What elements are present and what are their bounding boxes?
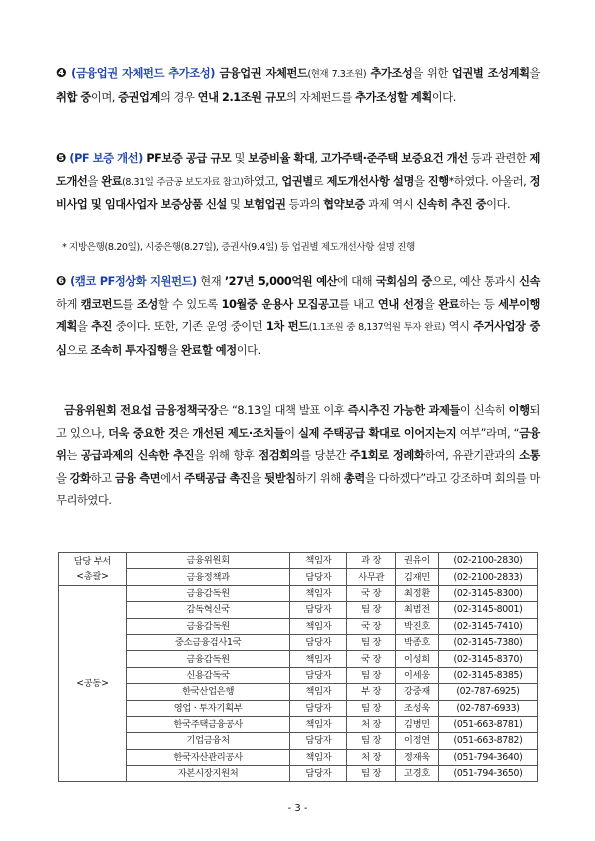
table-row [59, 585, 538, 601]
text-segment: 신속히 추진 중 [416, 198, 487, 211]
item-tag-4: (금융업권 자체펀드 추가조성) [71, 67, 215, 80]
org-cell: 한국자산관리공사 [126, 749, 290, 765]
text-segment: 캠코펀드 [80, 297, 123, 311]
role-cell: 담당자 [290, 569, 347, 585]
text-segment: 10월중 운용사 모집공고 [221, 297, 339, 311]
text-segment: 는 [66, 449, 81, 462]
role-cell: 담당자 [290, 766, 347, 782]
position-cell: 사무관 [347, 569, 395, 585]
text-segment: 은 “8.13일 대책 발표 이후 [218, 404, 348, 417]
text-segment: ’27년 5,000억원 예산 [224, 275, 338, 288]
text-segment: 을 위한 [412, 67, 452, 80]
text-segment: 금융위 [56, 426, 540, 462]
org-cell: 중소금융검사1국 [126, 634, 290, 650]
footnote: * 지방은행(8.20일), 시중은행(8.27일), 증권사(9.4일) 등 업권별 제도개선사항 설명 진행 [62, 242, 415, 253]
text-segment: 즉시추진 가능한 과제들 [347, 404, 460, 417]
text-segment: 협약보증 [323, 198, 366, 211]
name-cell: 박진호 [395, 618, 438, 634]
text-segment: 금융위원회 전요섭 금융정책국장 [64, 404, 219, 417]
dept-cell-main [59, 553, 127, 586]
text-segment: 보험업권 [243, 198, 286, 211]
item-number-4: ❹ [56, 65, 68, 80]
role-cell: 책임자 [290, 651, 347, 667]
text-segment: 를 내고 [338, 297, 378, 311]
text-segment: 이다. [486, 198, 511, 211]
phone-cell: (051-663-8782) [438, 733, 537, 749]
text-segment: 하여, 유관기관과의 [424, 449, 520, 462]
text-segment: 추가조성 [366, 67, 413, 80]
text-segment: 및 [231, 152, 249, 165]
text-segment: 등과의 [285, 198, 324, 211]
text-segment: 이다. [431, 90, 456, 104]
phone-cell: (02-787-6925) [438, 684, 537, 700]
paragraph-pf-guarantee [56, 147, 540, 217]
name-cell: 박종호 [395, 634, 438, 650]
role-cell: 책임자 [290, 553, 347, 569]
text-segment: 을 [423, 297, 439, 311]
phone-cell: (02-3145-7410) [438, 618, 537, 634]
name-cell: 강중재 [395, 684, 438, 700]
phone-cell: (02-3145-8001) [438, 602, 537, 618]
text-segment: 이 [284, 426, 299, 440]
text-segment: (1.1조원 중 8,137억원 투자 완료) [308, 322, 445, 333]
text-segment: 할 수 있도록 [157, 297, 222, 311]
text-segment: 취합 중 [56, 90, 91, 104]
text-segment: PF보증 공급 규모 [142, 152, 232, 165]
paragraph-fund-expansion [56, 62, 540, 109]
position-cell: 팀 장 [347, 667, 395, 683]
text-segment: 주택공급 촉진 [184, 471, 251, 485]
text-segment: 진행 [427, 174, 449, 188]
text-segment: 을 [413, 174, 428, 188]
table-row [59, 684, 538, 700]
text-segment: 로 [312, 174, 327, 188]
role-cell: 담당자 [290, 667, 347, 683]
position-cell: 과 장 [347, 553, 395, 569]
phone-cell: (02-2100-2830) [438, 553, 537, 569]
org-cell: 신용감독국 [126, 667, 290, 683]
text-segment: 에서 [160, 471, 185, 485]
text-segment: 뒷받침 [264, 471, 296, 485]
role-cell: 담당자 [290, 700, 347, 716]
phone-cell: (051-794-3650) [438, 766, 537, 782]
text-segment: 세부이행계획 [56, 297, 540, 333]
text-segment: 주거사업장 중심 [56, 320, 540, 357]
name-cell: 김병민 [395, 716, 438, 732]
role-cell: 담당자 [290, 602, 347, 618]
table-row [59, 651, 538, 667]
text-segment: 을 다하겠다”라고 강조하며 회의를 마무리하였다. [56, 471, 540, 507]
text-segment: 고가주택·준주택 보증요건 개선 [320, 152, 468, 165]
text-segment: 이며, [90, 90, 119, 104]
item-number-6: ❻ [56, 273, 67, 288]
org-cell: 금융감독원 [126, 651, 290, 667]
table-row [59, 553, 538, 569]
table-row [59, 667, 538, 683]
table-row [59, 569, 538, 585]
text-segment: 조성 [136, 297, 158, 311]
position-cell: 처 장 [347, 749, 395, 765]
text-segment: 하게 [56, 297, 81, 311]
position-cell: 처 장 [347, 716, 395, 732]
text-segment: 업권별 [281, 174, 313, 188]
dept-main-label: <총괄> [76, 570, 109, 582]
text-segment: 1차 펀드 [265, 320, 309, 333]
text-segment: 제도개선사항 설명 [326, 174, 414, 188]
item-tag-5: (PF 보증 개선) [69, 152, 143, 165]
contact-table [58, 552, 538, 782]
paragraph-closing-remarks [56, 400, 540, 513]
role-cell: 책임자 [290, 585, 347, 601]
text-segment: 이 신속히 [459, 404, 509, 417]
text-segment: 금융업권 [214, 67, 266, 80]
text-segment: 하는 등 [459, 297, 499, 311]
text-segment: 신속 [519, 275, 540, 288]
text-segment: 을 [76, 320, 92, 333]
name-cell: 이정연 [395, 733, 438, 749]
org-cell: 영업 · 투자기획부 [126, 700, 290, 716]
role-cell: 담당자 [290, 733, 347, 749]
text-segment: 중이다. 또한, 기존 운영 중이던 [112, 320, 266, 333]
text-segment: 를 당분간 [300, 449, 350, 462]
text-segment: 소통 [519, 449, 540, 462]
phone-cell: (02-2100-2833) [438, 569, 537, 585]
phone-cell: (02-787-6933) [438, 700, 537, 716]
text-segment: 하기 위해 [295, 471, 344, 485]
phone-cell: (02-3145-8385) [438, 667, 537, 683]
role-cell: 책임자 [290, 618, 347, 634]
text-segment: 에 대해 [337, 275, 376, 288]
text-segment: 연내 선정 [377, 297, 424, 311]
text-segment: 증권업계 [118, 90, 160, 104]
text-segment: 추가조성할 계획 [355, 90, 432, 104]
text-segment: 하였고, [243, 174, 282, 188]
text-segment: 정비사업 및 임대사업자 보증상품 신설 [56, 174, 541, 211]
text-segment: 조속히 투자집행 [90, 343, 168, 357]
text-segment: 을 [56, 471, 70, 485]
text-segment: 국회심의 중 [375, 275, 432, 288]
text-segment: 하고 [90, 471, 115, 485]
org-cell: 금융위원회 [126, 553, 290, 569]
role-cell: 책임자 [290, 749, 347, 765]
text-segment: 을 [87, 174, 102, 188]
position-cell: 팀 장 [347, 602, 395, 618]
table-row [59, 700, 538, 716]
role-cell: 담당자 [290, 634, 347, 650]
org-cell: 한국주택금융공사 [126, 716, 290, 732]
text-segment: 강화 [69, 471, 91, 485]
text-segment: 공급과제의 신속한 추진 [80, 449, 195, 462]
paragraph-kamco-fund [56, 270, 540, 362]
name-cell: 이세웅 [395, 667, 438, 683]
text-segment: *하였다. 아울러, [448, 174, 530, 188]
text-segment: 주1회로 정례화 [349, 449, 425, 462]
table-row [59, 716, 538, 732]
name-cell: 최범전 [395, 602, 438, 618]
position-cell: 팀 장 [347, 766, 395, 782]
text-segment: (현재 7.3조원) [307, 69, 367, 80]
phone-cell: (051-794-3640) [438, 749, 537, 765]
text-segment: 점검회의 [258, 449, 301, 462]
page-number: - 3 - [287, 803, 308, 814]
text-segment: 을 [167, 343, 181, 357]
position-cell: 국 장 [347, 618, 395, 634]
table-row [59, 766, 538, 782]
role-cell: 책임자 [290, 716, 347, 732]
org-cell: 자본시장지원처 [126, 766, 290, 782]
role-cell: 책임자 [290, 684, 347, 700]
table-row [59, 618, 538, 634]
name-cell: 조성욱 [395, 700, 438, 716]
text-segment: 총력 [343, 471, 365, 485]
dept-cell-joint: <공동> [59, 585, 127, 782]
phone-cell: (051-663-8781) [438, 716, 537, 732]
text-segment: 이다. [236, 343, 261, 357]
text-segment: 실제 주택공급 확대로 이어지는지 [298, 426, 457, 440]
text-segment: 완료 [438, 297, 460, 311]
item-number-5: ❺ [56, 150, 67, 165]
text-segment: 의 경우 [159, 90, 198, 104]
text-segment: 자체펀드 [265, 67, 308, 80]
table-row [59, 733, 538, 749]
text-segment: 업권별 조성계획 [451, 67, 530, 80]
position-cell: 국 장 [347, 651, 395, 667]
org-cell: 금융감독원 [126, 618, 290, 634]
org-cell: 금융정책과 [126, 569, 290, 585]
text-segment: 개선된 제도·조치들 [192, 426, 285, 440]
name-cell: 이성희 [395, 651, 438, 667]
text-segment: 및 [226, 198, 244, 211]
name-cell: 권유이 [395, 553, 438, 569]
table-row [59, 602, 538, 618]
position-cell: 팀 장 [347, 733, 395, 749]
text-segment: 를 [122, 297, 137, 311]
text-segment: 은 [178, 426, 193, 440]
phone-cell: (02-3145-8370) [438, 651, 537, 667]
text-segment: 연내 2.1조원 규모 [197, 90, 287, 104]
text-segment: 제도개선 [56, 152, 541, 188]
phone-cell: (02-3145-8300) [438, 585, 537, 601]
position-cell: 팀 장 [347, 700, 395, 716]
text-segment: 으로, 예산 통과시 [431, 275, 520, 288]
phone-cell: (02-3145-7380) [438, 634, 537, 650]
org-cell: 감독혁신국 [126, 602, 290, 618]
name-cell: 최정환 [395, 585, 438, 601]
text-segment: 보증비율 확대 [248, 152, 315, 165]
org-cell: 기업금융처 [126, 733, 290, 749]
text-segment: 을 위해 향후 [194, 449, 259, 462]
text-segment: 을 [529, 67, 541, 80]
text-segment: 을 [250, 471, 265, 485]
position-cell: 국 장 [347, 585, 395, 601]
text-segment: 역시 [444, 320, 474, 333]
name-cell: 정재욱 [395, 749, 438, 765]
position-cell: 부 장 [347, 684, 395, 700]
text-segment: 추진 [91, 320, 113, 333]
position-cell: 팀 장 [347, 634, 395, 650]
text-segment: 현재 [196, 275, 225, 288]
text-segment: 이행 [508, 404, 530, 417]
text-segment: 더욱 중요한 것 [108, 426, 179, 440]
item-tag-6: (캠코 PF정상화 지원펀드) [70, 275, 197, 288]
table-row [59, 634, 538, 650]
text-segment: 금융 측면 [114, 471, 161, 485]
text-segment: 과제 역시 [365, 198, 417, 211]
text-segment: 완료할 예정 [180, 343, 237, 357]
text-segment: 등과 관련한 [467, 152, 530, 165]
text-segment: 완료 [101, 174, 123, 188]
text-segment: 의 자체펀드를 [286, 90, 356, 104]
dept-header-label: 담당 부서 [73, 555, 112, 567]
name-cell: 김재민 [395, 569, 438, 585]
text-segment: 여부”라며, “ [456, 426, 520, 440]
text-segment: (8.31일 주금공 보도자료 참고) [122, 176, 244, 188]
text-segment: 되고 있으나, [56, 404, 541, 440]
table-row [59, 749, 538, 765]
org-cell: 금융감독원 [126, 585, 290, 601]
text-segment: 으로 [66, 343, 91, 357]
name-cell: 고경호 [395, 766, 438, 782]
org-cell: 한국산업은행 [126, 684, 290, 700]
text-segment: , [314, 152, 321, 165]
